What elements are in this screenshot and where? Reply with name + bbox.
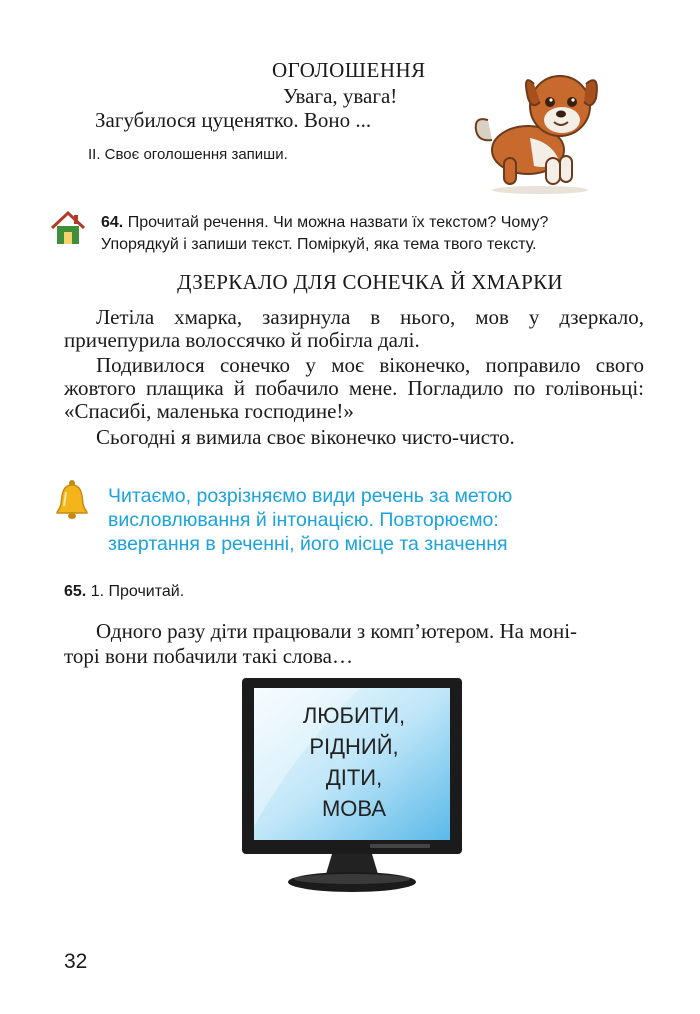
announcement-line-1: Увага, увага! xyxy=(283,84,398,108)
announcement-line-2: Загубилося цуценятко. Воно ... xyxy=(95,108,372,132)
puppy-illustration xyxy=(470,58,610,198)
task-65 xyxy=(64,583,184,601)
monitor-word: ЛЮБИТИ, xyxy=(302,703,406,728)
task-64-text-line-2: Упорядкуй і запиши текст. Поміркуй, яка тема твого тексту. xyxy=(101,236,537,253)
monitor-screen-words xyxy=(264,700,444,824)
story-paragraph-2 xyxy=(64,354,644,423)
task-65-paragraph xyxy=(64,619,644,669)
story-paragraph-1-text: Летіла хмарка, зазирнула в нього, мов у дзеркало, причепурила волоссячко й побігла далі. xyxy=(64,305,644,352)
monitor-word: РІДНИЙ, xyxy=(309,734,399,759)
page-number: 32 xyxy=(64,950,88,973)
home-task-icon xyxy=(50,210,86,246)
story-title: ДЗЕРКАЛО ДЛЯ СОНЕЧКА Й ХМАРКИ xyxy=(177,270,563,294)
story-paragraph-3-text: Сьогодні я вимила своє віконечко чисто-чисто. xyxy=(96,425,515,449)
note-line-2: висловлювання й інтонацією. Повторюємо: xyxy=(108,509,499,531)
story-paragraph-2-text: Подивилося сонечко у моє віконечко, поправило свого жовтого плащика й побачило мене. Погладило по голівоньці: «Спасибі, маленька господине!» xyxy=(64,353,644,423)
task-64-number: 64. xyxy=(101,214,124,231)
task-64 xyxy=(101,212,641,256)
task-65-number: 65. xyxy=(64,583,87,600)
monitor-word: МОВА xyxy=(321,796,387,821)
announcement-title: ОГОЛОШЕННЯ xyxy=(272,58,426,82)
note-line-3: звертання в реченні, його місце та значення xyxy=(108,533,508,555)
story-paragraph-1 xyxy=(64,306,644,352)
task-64-text-line-1: Прочитай речення. Чи можна назвати їх текстом? Чому? xyxy=(127,214,549,231)
task-65-paragraph-line-2: торі вони побачили такі слова… xyxy=(64,644,353,668)
learning-note xyxy=(108,484,638,556)
monitor-word: ДІТИ, xyxy=(325,765,383,790)
note-line-1: Читаємо, розрізняємо види речень за метою xyxy=(108,485,513,507)
task-65-text: 1. Прочитай. xyxy=(90,583,185,600)
task-ii-instruction: ІІ. Своє оголошення запиши. xyxy=(88,146,288,163)
task-65-paragraph-line-1: Одного разу діти працювали з комп’ютером. На моні- xyxy=(96,619,578,643)
bell-icon xyxy=(55,478,89,520)
story-paragraph-3 xyxy=(64,426,644,449)
